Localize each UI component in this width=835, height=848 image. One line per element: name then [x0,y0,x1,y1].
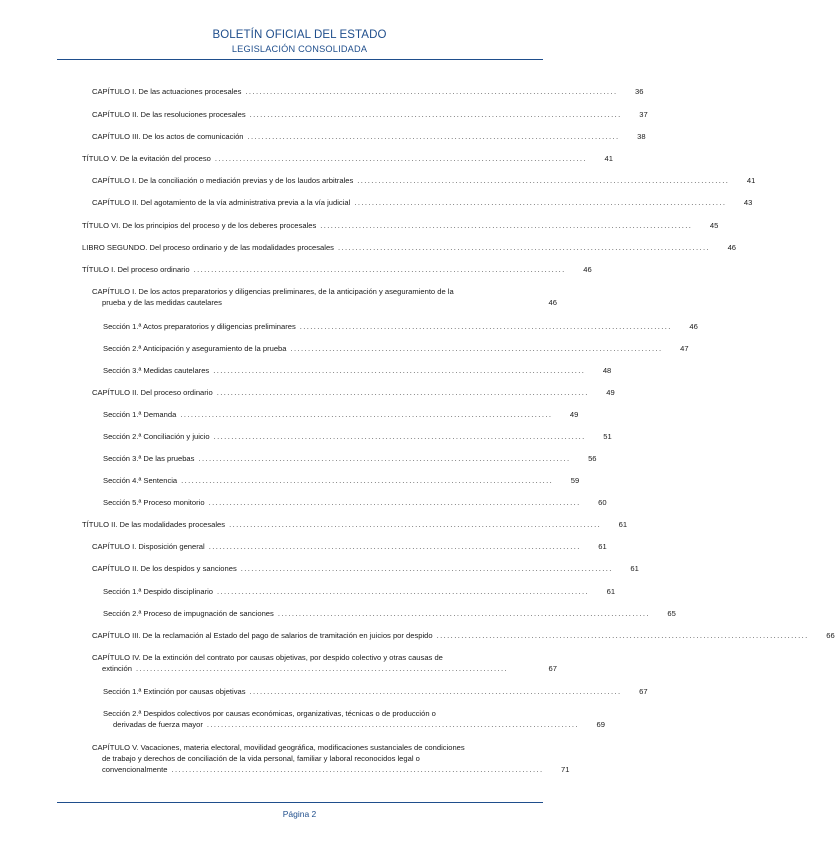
toc-entry-text: LIBRO SEGUNDO. Del proceso ordinario y de las modalidades procesales [82,243,334,252]
dot-leader: .......................................................................................................... [217,587,590,596]
header-subtitle: LEGISLACIÓN CONSOLIDADA [231,44,368,54]
toc-entry-page: 36 [635,87,644,96]
toc-entry-text-continued: extinción [102,664,132,673]
toc-entry-text: Sección 1.ª Actos preparatorios y diligencias preliminares [103,322,296,331]
toc-entry-text: CAPÍTULO II. De los despidos y sanciones [92,564,237,573]
toc-entry-text: Sección 2.ª Anticipación y aseguramiento de la prueba [103,344,287,353]
toc-entry-text: Sección 2.ª Conciliación y juicio [103,432,210,441]
toc-entry-text: CAPÍTULO V. Vacaciones, materia electoral, movilidad geográfica, modificaciones sustanciales de condiciones [92,743,465,752]
toc-entry-text: CAPÍTULO II. Del proceso ordinario [92,388,213,397]
toc-entry[interactable] [82,264,592,275]
toc-entry-text: CAPÍTULO III. De la reclamación al Estado del pago de salarios de tramitación en juicios por despido [92,631,433,640]
toc-entry-page: 60 [598,498,607,507]
toc-entry-page: 51 [603,432,612,441]
toc-entry[interactable] [103,409,579,420]
dot-leader: .......................................................................................................... [214,154,587,163]
toc-entry-text: TÍTULO I. Del proceso ordinario [82,265,190,274]
toc-entry-page: 61 [618,520,628,529]
toc-entry-page: 37 [639,110,648,119]
dot-leader: .......................................................................................................... [240,564,613,573]
toc-entry[interactable] [103,686,648,697]
dot-leader: .......................................................................................................... [299,322,672,331]
toc-entry[interactable] [82,242,737,253]
dot-leader: .......................................................................................................... [290,344,663,353]
toc-entry-text: TÍTULO II. De las modalidades procesales [82,520,226,529]
toc-entry-text: CAPÍTULO I. De las actuaciones procesales [92,87,242,96]
dot-leader: .......................................................................................................... [206,720,579,729]
toc-entry[interactable] [103,475,580,486]
toc-entry-page: 41 [746,176,756,185]
toc-entry[interactable] [103,453,597,464]
toc-entry[interactable] [92,197,753,208]
toc-entry-text-continued: derivadas de fuerza mayor [113,720,203,729]
toc-entry-page: 38 [637,132,646,141]
toc-entry-text: Sección 2.ª Despidos colectivos por causas económicas, organizativas, técnicas o de producción o [103,709,436,718]
toc-entry-page: 65 [667,609,676,618]
toc-entry-page: 61 [606,587,616,596]
toc-entry-page: 67 [639,687,648,696]
toc-entry[interactable] [82,220,719,231]
toc-entry-text: CAPÍTULO II. Del agotamiento de la vía administrativa previa a la vía judicial [92,198,351,207]
toc-entry-text: Sección 3.ª Medidas cautelares [103,366,210,375]
toc-entry-page: 46 [727,243,737,252]
toc-entry-page: 71 [561,765,570,774]
toc-entry[interactable] [103,608,676,619]
page-number: Página 2 [282,809,317,819]
toc-entry-text: TÍTULO VI. De los principios del proceso y de los deberes procesales [82,221,317,230]
dot-leader: .......................................................................................................... [216,388,589,397]
toc-entry[interactable] [92,175,756,186]
toc-entry-page: 69 [596,720,605,729]
toc-entry[interactable] [92,563,639,574]
dot-leader: .......................................................................................................... [245,87,618,96]
toc-entry-text: Sección 5.ª Proceso monitorio [103,498,205,507]
toc-entry-page: 67 [548,664,557,673]
toc-entry-page: 66 [826,631,835,640]
dot-leader: .......................................................................................................... [320,221,693,230]
toc-entry[interactable] [92,86,644,97]
footer-rule [57,802,543,803]
toc-entry-text: Sección 1.ª Demanda [103,410,177,419]
toc-entry[interactable] [103,343,689,354]
toc-entry-page: 47 [680,344,689,353]
toc-entry-page: 46 [583,265,592,274]
dot-leader: .......................................................................................................... [208,542,581,551]
toc-entry[interactable] [92,387,615,398]
toc-entry[interactable] [103,431,612,442]
toc-entry-page: 43 [743,198,753,207]
header-title: BOLETÍN OFICIAL DEL ESTADO [212,29,387,41]
dot-leader: .......................................................................................................... [171,765,544,774]
toc-entry-text: CAPÍTULO I. De los actos preparatorios y diligencias preliminares, de la anticipación y aseguramiento de la [92,287,454,296]
toc-entry[interactable] [103,708,605,730]
dot-leader: .......................................................................................................... [229,520,602,529]
toc-entry-text: CAPÍTULO IV. De la extinción del contrato por causas objetivas, por despido colectivo y otras causas de [92,653,443,662]
toc-entry-page: 48 [602,366,612,375]
toc-entry-text: Sección 4.ª Sentencia [103,476,178,485]
toc-entry-text-continued: prueba y de las medidas cautelares [102,298,222,307]
toc-entry-page: 61 [630,564,639,573]
dot-leader: .......................................................................................................... [436,631,809,640]
toc-entry[interactable] [103,365,612,376]
toc-entry-text-continued: de trabajo y derechos de conciliación de la vida personal, familiar y laboral reconocidos legal o [102,754,420,763]
toc-entry[interactable] [92,131,646,142]
toc-entry-page: 41 [604,154,613,163]
dot-leader: .......................................................................................................... [249,687,622,696]
dot-leader: .......................................................................................................... [354,198,727,207]
toc-entry-text: TÍTULO V. De la evitación del proceso [82,154,211,163]
dot-leader: .......................................................................................................... [180,410,553,419]
toc-entry-text: Sección 1.ª Extinción por causas objetivas [103,687,246,696]
toc-entry-text: CAPÍTULO I. De la conciliación o mediación previas y de los laudos arbitrales [92,176,354,185]
dot-leader: .......................................................................................................... [198,454,571,463]
toc-entry[interactable] [82,519,628,530]
toc-entry-page: 49 [606,388,615,397]
toc-entry-page: 45 [709,221,719,230]
toc-entry-text: Sección 2.ª Proceso de impugnación de sanciones [103,609,274,618]
toc-entry[interactable] [92,109,648,120]
dot-leader: .......................................................................................................... [181,476,554,485]
dot-leader: .......................................................................................................... [135,664,509,673]
toc-entry[interactable] [92,286,557,308]
dot-leader: .......................................................................................................... [357,176,730,185]
dot-leader: .......................................................................................................... [213,432,586,441]
toc-entry[interactable] [92,742,570,775]
toc-entry-page: 61 [598,542,607,551]
toc-entry-text: CAPÍTULO II. De las resoluciones procesales [92,110,246,119]
toc-entry-text: CAPÍTULO I. Disposición general [92,542,205,551]
toc-entry[interactable] [82,153,613,164]
toc-entry[interactable] [92,630,835,641]
toc-entry-page: 56 [588,454,597,463]
dot-leader: .......................................................................................................... [213,366,586,375]
toc-entry-page: 49 [569,410,579,419]
dot-leader: .......................................................................................................... [249,110,622,119]
toc-entry[interactable] [103,497,607,508]
dot-leader: .......................................................................................................... [247,132,620,141]
toc-entry[interactable] [103,586,616,597]
dot-leader: .......................................................................................................... [337,243,711,252]
toc-entry-text: Sección 3.ª De las pruebas [103,454,195,463]
toc-entry-page: 46 [548,298,557,307]
toc-entry[interactable] [92,541,607,552]
dot-leader: .......................................................................................................... [208,498,581,507]
dot-leader: .......................................................................................................... [277,609,650,618]
toc-entry-page: 59 [570,476,580,485]
toc-entry-text: CAPÍTULO III. De los actos de comunicación [92,132,244,141]
toc-entry[interactable] [92,652,557,674]
toc-entry-text: Sección 1.ª Despido disciplinario [103,587,214,596]
toc-entry-page: 46 [689,322,698,331]
dot-leader: .......................................................................................................... [193,265,566,274]
toc-entry-text-continued: convencionalmente [102,765,168,774]
toc-entry[interactable] [103,321,698,332]
